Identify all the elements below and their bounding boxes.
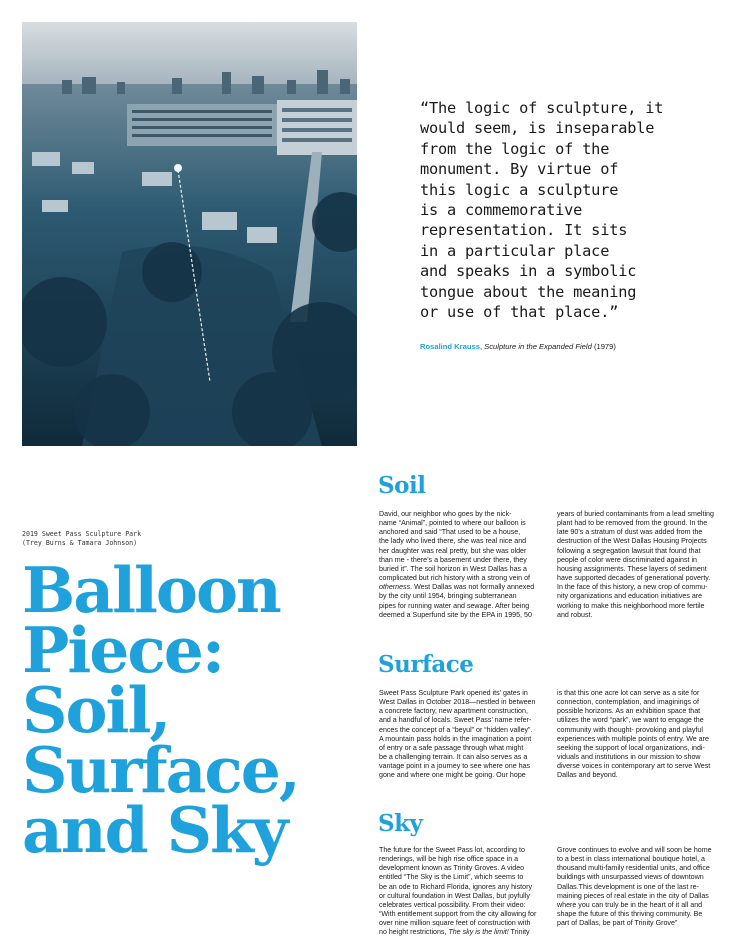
soil-column-1 [379,510,537,620]
soil-column-2: years of buried contaminants from a lead smelting plant had to be removed from the ground. In the late 90’s a stratum of dust was added from the destruction of the West Dallas Housing Projects following a segregation lawsuit that found that people of color were discriminated against in housing assignments. These layers of sediment have supported decades of generational poverty. In the face of this history, a new crop of commu- nity organizations and education initiatives are working to make this neighborhood more fertile and robust. [557,510,714,619]
page-title: Balloon Piece: Soil, Surface, and Sky [22,553,299,867]
pull-quote: “The logic of sculpture, it would seem, is inseparable from the logic of the monument. By virtue of this logic a sculpture is a commemorative representation. It sits in a particular place and speaks in a symbolic tongue about the meaning or use of that place.” [420,99,664,322]
section-heading-surface: Surface [378,651,474,678]
sky-col1-text: The future for the Sweet Pass lot, according to renderings, will be high rise office space in a development known as Trinity Groves. A video entitled “The Sky is the Limit”, which seems to be an ode to Richard Florida, ignores any history or cultural foundation in West Dallas, but joyfully celebrates vertical possibility. From their video: “With entitlement support from the city allowing for over nine million square feet of construction with no height restrictions, [379,846,537,937]
sky-col1-rest: Trinity [508,928,530,937]
quote-work-title: Sculpture in the Expanded Field [484,342,592,351]
quote-author: Rosalind Krauss [420,342,480,351]
soil-col1-emphasis: otherness [379,583,411,592]
section-heading-sky: Sky [378,810,423,837]
hero-photo [22,22,357,446]
surface-column-2: is that this one acre lot can serve as a site for connection, contemplation, and imaginings of possible horizons. As an exhibition space that utilizes the word “park”, we want to engage the community with thought- provoking and playful experiences with multiple points of entry. We are seeking the support of local organizations, indi- viduals and institutions in our mission to show diverse voices in contemporary art to serve West Dallas and beyond. [557,689,711,780]
soil-col1-text: David, our neighbor who goes by the nick- name “Animal”, pointed to where our balloon is anchored and said “That used to be a house, the lady who lived there, she was real nice and her daughter was real pretty, but she was older than me - there’s a basement under there, they buried it”. The soil horizon in West Dallas has a complicated but rich history with a strong vein of [379,510,531,583]
surface-column-1: Sweet Pass Sculpture Park opened its’ gates in West Dallas in October 2018—nestled in between a concrete factory, new apartment construction, and a handful of locals. Sweet Pass’ name refer- ences the concept of a “beyul” or “hidden valley”. A mountain pass holds in the imagination a point of entry or a safe passage through what might be a challenging terrain. It can also serves as a vantage point in a journey to see where one has gone and where one might be going. Our hope [379,689,536,780]
sky-column-2: Grove continues to evolve and will soon be home to a best in class international boutique hotel, a thousand multi-family residential units, and office buildings with unsurpassed views of downtown Dallas.This development is one of the last re- maining pieces of real estate in the city of Dallas where you can truly be in the heart of it all and shape the future of this thriving community. Be part of Dallas, be part of Trinity Grove” [557,846,712,928]
section-heading-soil: Soil [378,472,426,499]
photo-caption: 2019 Sweet Pass Sculpture Park (Trey Burns & Tamara Johnson) [22,530,142,547]
quote-citation: Rosalind Krauss, Sculpture in the Expanded Field (1979) [420,342,616,351]
quote-year: (1979) [591,342,616,351]
sky-column-1 [379,846,537,938]
soil-col1-rest: . West Dallas was not formally annexed by the city until 1954, bringing subterranean pipes for running water and sewage. After being deemed a Superfund site by the EPA in 1995, 50 [379,583,535,619]
aerial-photo-image [22,22,357,446]
sky-col1-emphasis: The sky is the limit! [448,928,509,937]
